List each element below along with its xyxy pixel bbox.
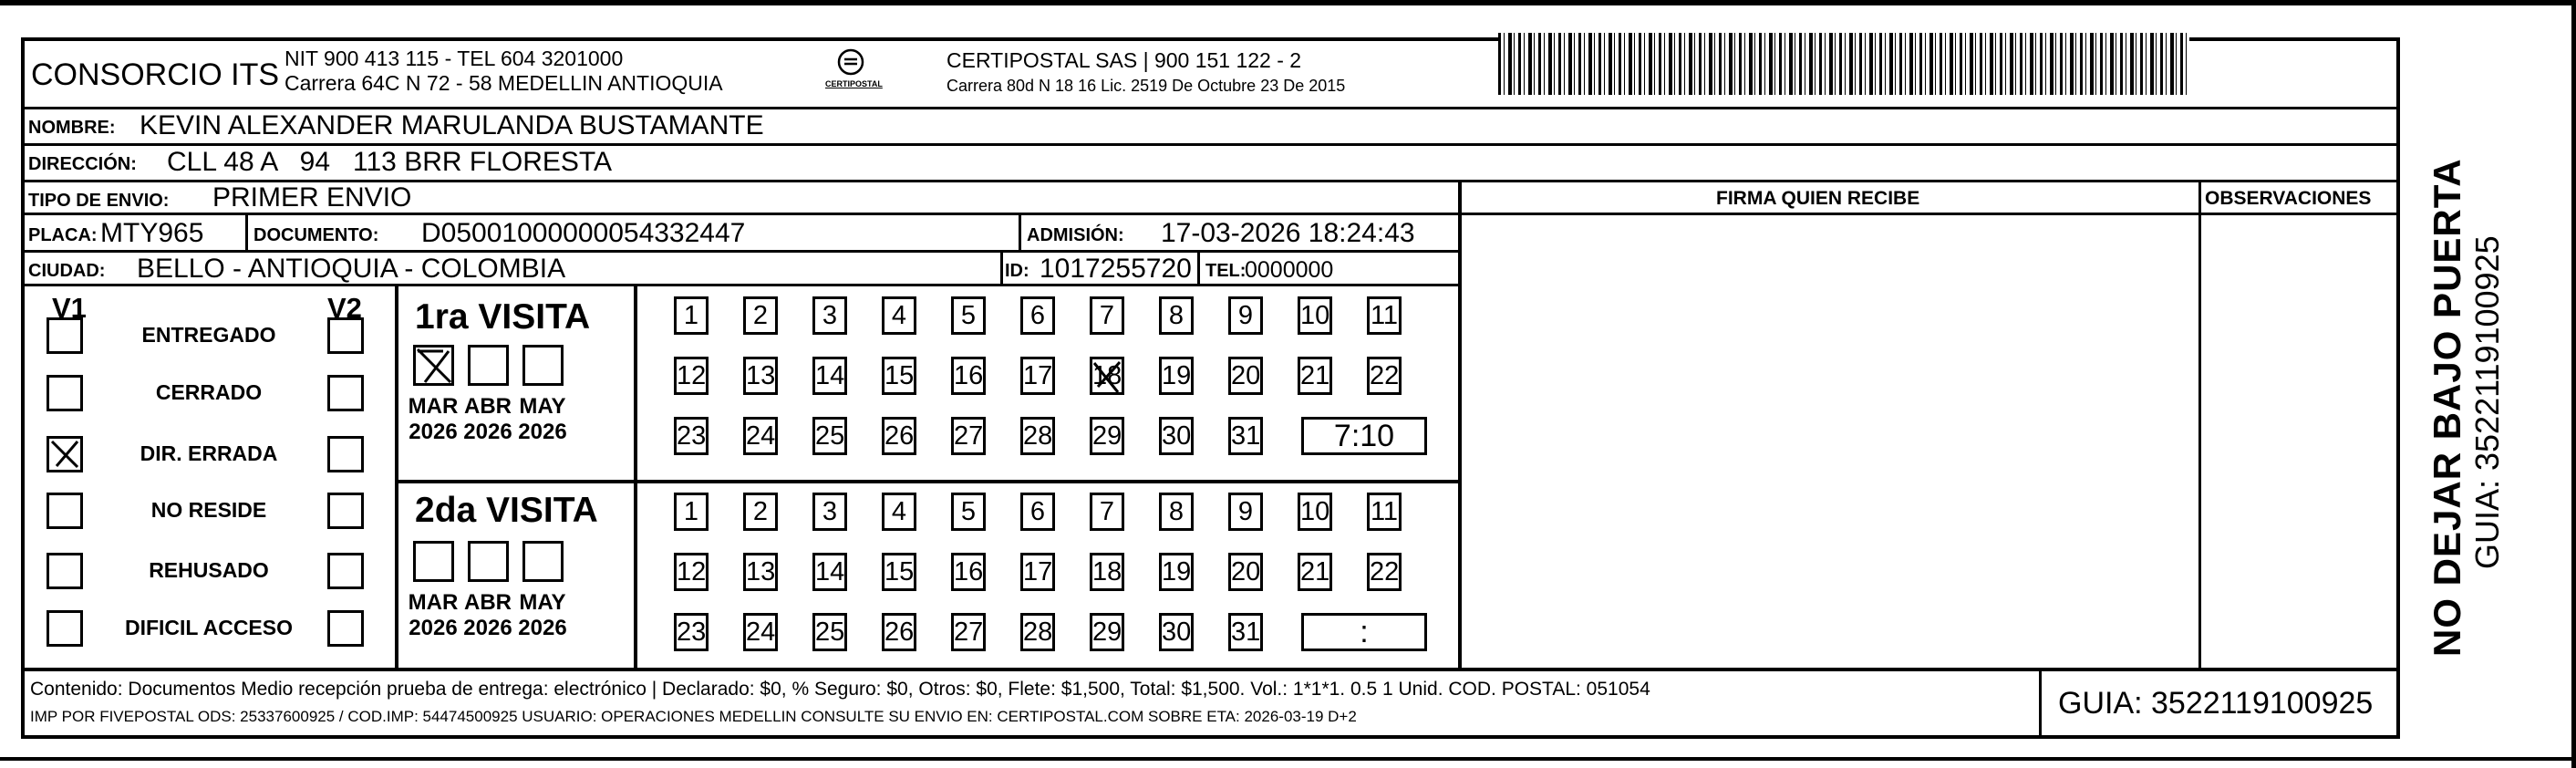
rule-reasons-right — [395, 284, 398, 668]
day-checkbox[interactable]: 13 — [743, 357, 778, 395]
day-checkbox[interactable]: 24 — [743, 613, 778, 651]
day-checkbox[interactable]: 10 — [1298, 493, 1332, 531]
reason-label: REHUSADO — [149, 558, 269, 582]
day-checkbox[interactable]: 17 — [1020, 553, 1055, 591]
plate-value: MTY965 — [100, 218, 204, 248]
day-checkbox[interactable]: 20 — [1228, 357, 1263, 395]
day-checkbox[interactable]: 30 — [1159, 417, 1194, 455]
v2-checkbox[interactable] — [327, 493, 364, 529]
rule-plate-div — [245, 213, 248, 251]
document-value: D05001000000054332447 — [421, 218, 746, 248]
month-label: ABR — [464, 394, 512, 419]
rule-name — [21, 143, 2400, 146]
reason-label: DIFICIL ACCESO — [124, 616, 293, 639]
day-checkbox[interactable]: 31 — [1228, 417, 1263, 455]
observaciones-label: OBSERVACIONES — [2205, 188, 2372, 209]
month-checkbox[interactable] — [413, 541, 454, 582]
v2-checkbox[interactable] — [327, 610, 364, 647]
name-value: KEVIN ALEXANDER MARULANDA BUSTAMANTE — [140, 110, 764, 140]
year-label: 2026 — [518, 420, 567, 444]
company-nit: NIT 900 413 115 - TEL 604 3201000 — [284, 47, 624, 70]
rule-visit-split — [395, 480, 1460, 483]
month-label: ABR — [464, 590, 512, 615]
day-checkbox[interactable]: 26 — [882, 417, 916, 455]
side-warning: NO DEJAR BAJO PUERTA — [2426, 158, 2468, 657]
day-checkbox[interactable]: 15 — [882, 553, 916, 591]
reason-label: NO RESIDE — [150, 498, 267, 522]
day-checkbox[interactable]: 27 — [951, 417, 986, 455]
rule-footer-div — [2039, 668, 2042, 739]
day-checkbox[interactable]: 1 — [674, 296, 709, 335]
tel-label: TEL: — [1205, 261, 1247, 281]
day-checkbox[interactable]: 8 — [1159, 296, 1194, 335]
month-checkbox[interactable] — [468, 541, 509, 582]
time-field[interactable]: : — [1301, 613, 1427, 651]
day-checkbox[interactable]: 28 — [1020, 417, 1055, 455]
month-checkbox[interactable] — [522, 345, 564, 386]
address-label: DIRECCIÓN: — [28, 154, 137, 174]
logo-text: CERTIPOSTAL — [825, 79, 883, 88]
day-checkbox[interactable]: 11 — [1367, 493, 1402, 531]
v1-checkbox[interactable] — [47, 375, 83, 411]
v1-checkbox[interactable] — [47, 436, 83, 472]
v1-checkbox[interactable] — [47, 610, 83, 647]
day-checkbox[interactable]: 29 — [1090, 613, 1124, 651]
day-checkbox[interactable]: 10 — [1298, 296, 1332, 335]
v2-label: V2 — [327, 292, 362, 324]
day-checkbox[interactable]: 22 — [1367, 357, 1402, 395]
rule-city — [21, 284, 1460, 286]
year-label: 2026 — [409, 420, 458, 444]
day-checkbox[interactable]: 14 — [812, 357, 847, 395]
day-checkbox[interactable]: 16 — [951, 553, 986, 591]
month-label: MAY — [519, 590, 566, 615]
bottom-border — [0, 757, 2576, 761]
day-checkbox[interactable]: 7 — [1090, 296, 1124, 335]
day-checkbox[interactable]: 12 — [674, 357, 709, 395]
rule-footer — [21, 668, 2400, 671]
day-checkbox[interactable]: 17 — [1020, 357, 1055, 395]
day-checkbox[interactable]: 1 — [674, 493, 709, 531]
city-value: BELLO - ANTIOQUIA - COLOMBIA — [137, 254, 566, 284]
v1-label: V1 — [52, 292, 87, 324]
v2-checkbox[interactable] — [327, 553, 364, 589]
day-checkbox[interactable]: 23 — [674, 417, 709, 455]
day-checkbox[interactable]: 5 — [951, 493, 986, 531]
day-checkbox[interactable]: 5 — [951, 296, 986, 335]
day-checkbox[interactable]: 6 — [1020, 493, 1055, 531]
day-checkbox[interactable]: 24 — [743, 417, 778, 455]
time-field[interactable]: 7:10 — [1301, 417, 1427, 455]
day-checkbox[interactable]: 4 — [882, 493, 916, 531]
day-checkbox[interactable]: 7 — [1090, 493, 1124, 531]
name-label: NOMBRE: — [28, 118, 116, 138]
rule-sendtype — [21, 213, 1460, 215]
rule-id-div — [1000, 250, 1003, 285]
day-checkbox[interactable]: 4 — [882, 296, 916, 335]
rule-plate — [21, 250, 1460, 253]
year-label: 2026 — [463, 420, 512, 444]
tel-value: 0000000 — [1245, 257, 1334, 283]
address-value: CLL 48 A 94 113 BRR FLORESTA — [167, 147, 613, 177]
month-checkbox[interactable] — [413, 345, 454, 386]
rule-sign-header — [1458, 213, 2400, 215]
day-checkbox[interactable]: 21 — [1298, 553, 1332, 591]
top-border — [0, 0, 2576, 5]
day-checkbox[interactable]: 25 — [812, 613, 847, 651]
send-type-label: TIPO DE ENVIO: — [28, 191, 170, 211]
day-checkbox[interactable]: 18 — [1090, 553, 1124, 591]
reason-label: CERRADO — [155, 380, 263, 404]
city-label: CIUDAD: — [28, 261, 106, 281]
day-checkbox[interactable]: 29 — [1090, 417, 1124, 455]
v1-checkbox[interactable] — [47, 553, 83, 589]
day-checkbox[interactable]: 18 — [1090, 357, 1124, 395]
day-checkbox[interactable]: 25 — [812, 417, 847, 455]
barcode — [1498, 33, 2189, 95]
day-checkbox[interactable]: 16 — [951, 357, 986, 395]
second-visit-title: 2da VISITA — [415, 491, 598, 530]
firma-label: FIRMA QUIEN RECIBE — [1716, 188, 1920, 209]
courier-name: CERTIPOSTAL SAS | 900 151 122 - 2 — [947, 48, 1302, 72]
first-visit-title: 1ra VISITA — [415, 297, 591, 337]
day-checkbox[interactable]: 19 — [1159, 553, 1194, 591]
rule-header — [21, 107, 2400, 109]
day-checkbox[interactable]: 2 — [743, 493, 778, 531]
footer-guia: GUIA: 3522119100925 — [2058, 686, 2374, 721]
day-checkbox[interactable]: 26 — [882, 613, 916, 651]
day-checkbox[interactable]: 9 — [1228, 296, 1263, 335]
day-checkbox[interactable]: 12 — [674, 553, 709, 591]
month-checkbox[interactable] — [522, 541, 564, 582]
rule-visit-div — [634, 284, 637, 668]
reason-label: ENTREGADO — [141, 323, 276, 347]
year-label: 2026 — [409, 616, 458, 640]
day-checkbox[interactable]: 14 — [812, 553, 847, 591]
day-checkbox[interactable]: 22 — [1367, 553, 1402, 591]
id-value: 1017255720 — [1040, 254, 1192, 284]
right-border — [2571, 0, 2576, 768]
day-checkbox[interactable]: 20 — [1228, 553, 1263, 591]
admission-value: 17-03-2026 18:24:43 — [1161, 218, 1415, 248]
day-checkbox[interactable]: 2 — [743, 296, 778, 335]
company-address: Carrera 64C N 72 - 58 MEDELLIN ANTIOQUIA — [284, 71, 723, 95]
day-checkbox[interactable]: 27 — [951, 613, 986, 651]
footer-imp: IMP POR FIVEPOSTAL ODS: 25337600925 / COD.IMP: 54474500925 USUARIO: OPERACIONES MEDELLIN CONSULTE SU ENVIO EN: CERTIPOSTAL.COM SOBRE ETA: 2026-03-19 D+2 — [30, 708, 1357, 725]
month-label: MAR — [408, 590, 459, 615]
day-checkbox[interactable]: 21 — [1298, 357, 1332, 395]
v2-checkbox[interactable] — [327, 317, 364, 354]
month-checkbox[interactable] — [468, 345, 509, 386]
day-checkbox[interactable]: 28 — [1020, 613, 1055, 651]
day-checkbox[interactable]: 15 — [882, 357, 916, 395]
day-checkbox[interactable]: 11 — [1367, 296, 1402, 335]
courier-address: Carrera 80d N 18 16 Lic. 2519 De Octubre 23 De 2015 — [947, 77, 1346, 95]
day-checkbox[interactable]: 23 — [674, 613, 709, 651]
day-checkbox[interactable]: 3 — [812, 493, 847, 531]
day-checkbox[interactable]: 3 — [812, 296, 847, 335]
certipostal-logo — [825, 44, 883, 97]
document-label: DOCUMENTO: — [253, 225, 379, 245]
reason-label: DIR. ERRADA — [140, 441, 278, 465]
day-checkbox[interactable]: 30 — [1159, 613, 1194, 651]
footer-contenido: Contenido: Documentos Medio recepción prueba de entrega: electrónico | Declarado: $0, % Seguro: $0, Otros: $0, Flete: $1,500, Total: $1,500. Vol.: 1*1*1. 0.5 1 Unid. COD. POSTAL: 051054 — [30, 679, 1650, 700]
id-label: ID: — [1005, 261, 1029, 281]
day-checkbox[interactable]: 31 — [1228, 613, 1263, 651]
send-type-value: PRIMER ENVIO — [212, 182, 412, 213]
month-label: MAR — [408, 394, 459, 419]
rule-sign-left — [1458, 180, 1462, 668]
day-checkbox[interactable]: 8 — [1159, 493, 1194, 531]
rule-sign-mid — [2198, 180, 2201, 668]
admission-label: ADMISIÓN: — [1027, 225, 1124, 245]
rule-admission-div — [1019, 213, 1021, 251]
side-guia: GUIA: 3522119100925 — [2468, 235, 2506, 569]
company-name: CONSORCIO ITS — [31, 57, 280, 92]
v2-checkbox[interactable] — [327, 375, 364, 411]
year-label: 2026 — [463, 616, 512, 640]
v1-checkbox[interactable] — [47, 493, 83, 529]
day-checkbox[interactable]: 19 — [1159, 357, 1194, 395]
v1-checkbox[interactable] — [47, 317, 83, 354]
day-checkbox[interactable]: 13 — [743, 553, 778, 591]
year-label: 2026 — [518, 616, 567, 640]
month-label: MAY — [519, 394, 566, 419]
plate-label: PLACA: — [28, 225, 98, 245]
rule-tel-div — [1197, 250, 1200, 285]
day-checkbox[interactable]: 9 — [1228, 493, 1263, 531]
day-checkbox[interactable]: 6 — [1020, 296, 1055, 335]
v2-checkbox[interactable] — [327, 436, 364, 472]
